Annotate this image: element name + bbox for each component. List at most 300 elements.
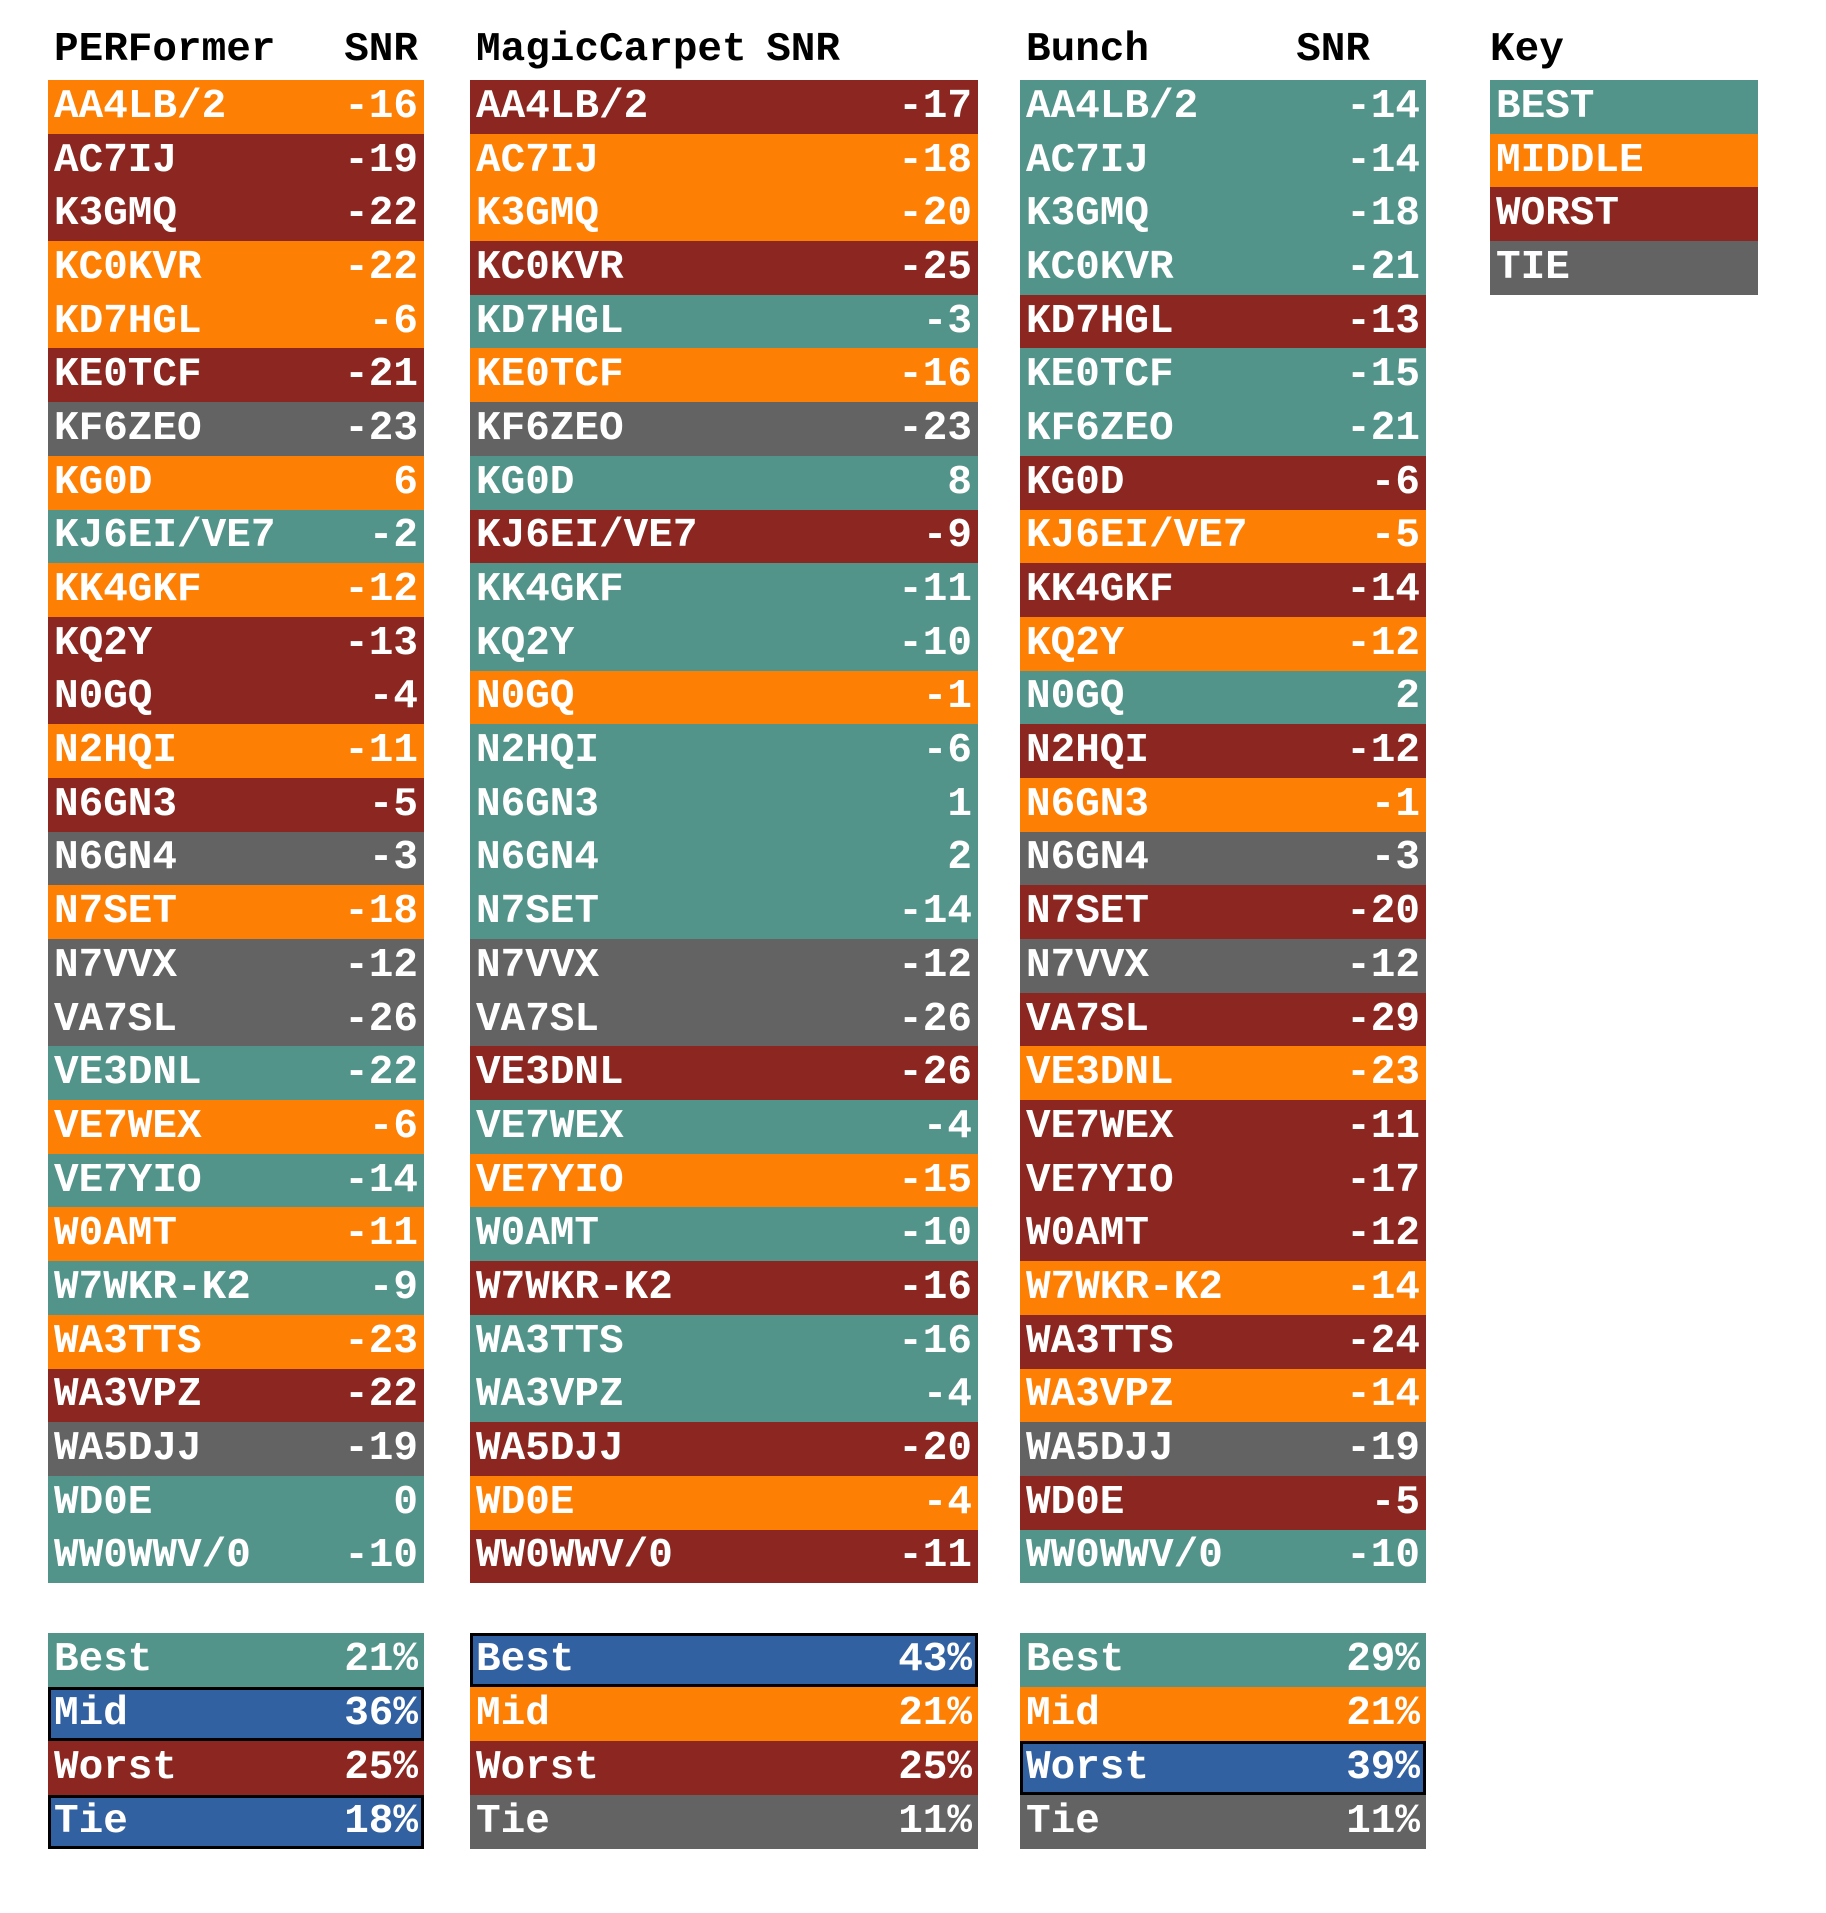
table-row — [48, 348, 424, 402]
cell-label: WA3VPZ — [54, 1372, 202, 1419]
key-item-tie — [1490, 241, 1758, 295]
table-row — [1020, 563, 1426, 617]
cell-label: N6GN4 — [54, 835, 178, 882]
cell-value: -5 — [1370, 513, 1420, 560]
cell-value: -23 — [344, 405, 418, 452]
table-row — [48, 617, 424, 671]
cell-label: Worst — [54, 1745, 178, 1791]
cell-label: W7WKR-K2 — [476, 1264, 673, 1311]
cell-label: N6GN3 — [54, 781, 178, 828]
cell-value: -15 — [898, 1157, 972, 1204]
cell-value: -4 — [922, 1372, 972, 1419]
cell-value: 36% — [344, 1691, 418, 1737]
cell-label: KD7HGL — [1026, 298, 1174, 345]
cell-value: -19 — [344, 137, 418, 184]
cell-value: -23 — [898, 405, 972, 452]
cell-value: 2 — [947, 835, 972, 882]
table-row — [1020, 402, 1426, 456]
cell-label: VA7SL — [476, 996, 600, 1043]
table-row — [470, 402, 978, 456]
cell-value: 11% — [898, 1799, 972, 1845]
cell-label: N7VVX — [54, 942, 178, 989]
key-item-worst — [1490, 187, 1758, 241]
cell-label: VE3DNL — [476, 1050, 624, 1097]
cell-value: -21 — [344, 352, 418, 399]
cell-label: KK4GKF — [1026, 567, 1174, 614]
stat-row-best — [1020, 1633, 1426, 1687]
cell-label: KD7HGL — [54, 298, 202, 345]
cell-value: -13 — [344, 620, 418, 667]
cell-value: -10 — [898, 620, 972, 667]
table-row — [48, 1476, 424, 1530]
cell-value: 29% — [1346, 1637, 1420, 1683]
table-row — [470, 1207, 978, 1261]
table-row — [1020, 348, 1426, 402]
cell-label: VE7YIO — [54, 1157, 202, 1204]
cell-label: WA3TTS — [1026, 1318, 1174, 1365]
cell-value: -14 — [1346, 567, 1420, 614]
cell-label: W7WKR-K2 — [54, 1264, 251, 1311]
cell-label: Mid — [476, 1691, 550, 1737]
cell-label: Best — [54, 1637, 153, 1683]
cell-label: AA4LB/2 — [54, 83, 227, 130]
stat-row-worst — [48, 1741, 424, 1795]
cell-label: N7SET — [476, 889, 600, 936]
cell-value: 8 — [947, 459, 972, 506]
table-row — [1020, 1207, 1426, 1261]
table-row — [470, 134, 978, 188]
table-row — [48, 885, 424, 939]
table-row — [470, 1315, 978, 1369]
cell-label: KC0KVR — [476, 244, 624, 291]
stat-row-worst — [470, 1741, 978, 1795]
cell-label: K3GMQ — [1026, 191, 1150, 238]
cell-value: -6 — [368, 1103, 418, 1150]
stat-row-mid — [1020, 1687, 1426, 1741]
cell-value: -6 — [368, 298, 418, 345]
table-row — [1020, 295, 1426, 349]
cell-value: -12 — [1346, 942, 1420, 989]
cell-value: -29 — [1346, 996, 1420, 1043]
cell-label: KJ6EI/VE7 — [54, 513, 276, 560]
cell-value: 39% — [1346, 1745, 1420, 1791]
cell-label: KK4GKF — [476, 567, 624, 614]
table-row — [470, 724, 978, 778]
cell-label: TIE — [1496, 244, 1570, 291]
cell-label: WW0WWV/0 — [476, 1533, 673, 1580]
cell-label: KJ6EI/VE7 — [1026, 513, 1248, 560]
cell-value: 43% — [898, 1637, 972, 1683]
cell-label: WA3TTS — [54, 1318, 202, 1365]
cell-value: -14 — [344, 1157, 418, 1204]
cell-label: WW0WWV/0 — [54, 1533, 251, 1580]
table-row — [48, 832, 424, 886]
magiccarpet-title: MagicCarpet — [476, 27, 747, 73]
table-row — [470, 671, 978, 725]
table-row — [1020, 1315, 1426, 1369]
cell-value: 0 — [393, 1479, 418, 1526]
cell-value: -1 — [922, 674, 972, 721]
cell-value: -12 — [1346, 1211, 1420, 1258]
cell-value: -4 — [922, 1103, 972, 1150]
performer-header — [48, 22, 424, 78]
table-row — [470, 1369, 978, 1423]
cell-label: VA7SL — [54, 996, 178, 1043]
stat-row-tie — [48, 1795, 424, 1849]
cell-value: -11 — [898, 1533, 972, 1580]
cell-value: -3 — [922, 298, 972, 345]
cell-label: Best — [1026, 1637, 1125, 1683]
table-row — [48, 1046, 424, 1100]
cell-value: -12 — [898, 942, 972, 989]
stat-row-tie — [1020, 1795, 1426, 1849]
table-row — [1020, 885, 1426, 939]
cell-value: -24 — [1346, 1318, 1420, 1365]
cell-label: Tie — [476, 1799, 550, 1845]
table-row — [48, 993, 424, 1047]
cell-label: VA7SL — [1026, 996, 1150, 1043]
cell-value: -4 — [368, 674, 418, 721]
table-row — [470, 617, 978, 671]
cell-label: K3GMQ — [54, 191, 178, 238]
magiccarpet-stats — [470, 1633, 978, 1849]
cell-label: KE0TCF — [54, 352, 202, 399]
cell-label: WD0E — [1026, 1479, 1125, 1526]
stat-row-tie — [470, 1795, 978, 1849]
cell-value: 2 — [1395, 674, 1420, 721]
cell-label: N2HQI — [1026, 728, 1150, 775]
table-row — [1020, 187, 1426, 241]
cell-value: 11% — [1346, 1799, 1420, 1845]
table-row — [1020, 1422, 1426, 1476]
cell-value: -3 — [368, 835, 418, 882]
performer-title: PERFormer — [54, 27, 276, 73]
table-row — [1020, 939, 1426, 993]
cell-value: -12 — [1346, 620, 1420, 667]
cell-value: -23 — [1346, 1050, 1420, 1097]
cell-label: VE7WEX — [54, 1103, 202, 1150]
cell-value: -9 — [368, 1264, 418, 1311]
cell-label: N2HQI — [54, 728, 178, 775]
cell-value: -15 — [1346, 352, 1420, 399]
cell-value: -4 — [922, 1479, 972, 1526]
table-row — [1020, 1369, 1426, 1423]
cell-label: KF6ZEO — [54, 405, 202, 452]
table-row — [48, 187, 424, 241]
cell-label: WW0WWV/0 — [1026, 1533, 1223, 1580]
table-row — [470, 510, 978, 564]
table-row — [470, 1530, 978, 1584]
cell-value: -22 — [344, 244, 418, 291]
cell-label: WD0E — [54, 1479, 153, 1526]
cell-value: 25% — [344, 1745, 418, 1791]
cell-label: WD0E — [476, 1479, 575, 1526]
cell-value: -22 — [344, 191, 418, 238]
table-row — [1020, 671, 1426, 725]
key-item-middle — [1490, 134, 1758, 188]
table-row — [1020, 1476, 1426, 1530]
table-row — [48, 1154, 424, 1208]
stat-row-best — [470, 1633, 978, 1687]
table-row — [470, 1154, 978, 1208]
cell-label: N7SET — [1026, 889, 1150, 936]
cell-label: K3GMQ — [476, 191, 600, 238]
table-row — [48, 1261, 424, 1315]
cell-value: -26 — [898, 1050, 972, 1097]
cell-value: -21 — [1346, 244, 1420, 291]
stat-row-mid — [470, 1687, 978, 1741]
table-row — [48, 295, 424, 349]
table-row — [48, 1315, 424, 1369]
cell-value: -16 — [898, 352, 972, 399]
table-row — [48, 402, 424, 456]
table-row — [470, 1476, 978, 1530]
table-row — [1020, 1154, 1426, 1208]
table-row — [1020, 80, 1426, 134]
table-row — [470, 939, 978, 993]
cell-label: N6GN3 — [1026, 781, 1150, 828]
cell-value: -10 — [344, 1533, 418, 1580]
cell-value: -16 — [344, 83, 418, 130]
cell-label: WA3VPZ — [476, 1372, 624, 1419]
key-legend — [1490, 80, 1758, 295]
table-row — [48, 563, 424, 617]
cell-label: N2HQI — [476, 728, 600, 775]
cell-label: KG0D — [476, 459, 575, 506]
cell-value: -16 — [898, 1318, 972, 1365]
cell-value: -18 — [1346, 191, 1420, 238]
cell-value: -2 — [368, 513, 418, 560]
cell-value: -20 — [1346, 889, 1420, 936]
key-header — [1484, 22, 1684, 78]
magiccarpet-header — [470, 22, 846, 78]
cell-label: Tie — [1026, 1799, 1100, 1845]
cell-value: -11 — [898, 567, 972, 614]
cell-label: N7VVX — [1026, 942, 1150, 989]
cell-value: -14 — [898, 889, 972, 936]
cell-label: AC7IJ — [1026, 137, 1150, 184]
cell-value: -10 — [1346, 1533, 1420, 1580]
table-row — [470, 1422, 978, 1476]
table-row — [48, 1100, 424, 1154]
table-row — [470, 187, 978, 241]
cell-value: -18 — [898, 137, 972, 184]
cell-value: -1 — [1370, 781, 1420, 828]
cell-label: AA4LB/2 — [476, 83, 649, 130]
cell-value: -23 — [344, 1318, 418, 1365]
cell-value: -12 — [1346, 728, 1420, 775]
cell-value: 21% — [898, 1691, 972, 1737]
cell-value: -26 — [344, 996, 418, 1043]
cell-value: -22 — [344, 1050, 418, 1097]
cell-value: -10 — [898, 1211, 972, 1258]
cell-label: Tie — [54, 1799, 128, 1845]
cell-value: -21 — [1346, 405, 1420, 452]
table-row — [470, 1100, 978, 1154]
cell-value: -6 — [1370, 459, 1420, 506]
cell-value: 6 — [393, 459, 418, 506]
cell-value: -11 — [1346, 1103, 1420, 1150]
stat-row-mid — [48, 1687, 424, 1741]
cell-value: -12 — [344, 567, 418, 614]
cell-value: -14 — [1346, 137, 1420, 184]
cell-value: -19 — [1346, 1426, 1420, 1473]
table-row — [1020, 510, 1426, 564]
cell-label: Mid — [1026, 1691, 1100, 1737]
cell-value: 1 — [947, 781, 972, 828]
cell-value: 25% — [898, 1745, 972, 1791]
cell-value: 21% — [344, 1637, 418, 1683]
cell-label: KE0TCF — [1026, 352, 1174, 399]
cell-value: -18 — [344, 889, 418, 936]
performer-snr-header: SNR — [344, 27, 418, 73]
cell-label: KC0KVR — [54, 244, 202, 291]
cell-label: N0GQ — [1026, 674, 1125, 721]
cell-label: VE7WEX — [476, 1103, 624, 1150]
table-row — [1020, 134, 1426, 188]
magiccarpet-column — [470, 80, 978, 1583]
table-row — [1020, 993, 1426, 1047]
cell-value: -14 — [1346, 1372, 1420, 1419]
key-title: Key — [1490, 27, 1564, 73]
cell-label: VE7YIO — [1026, 1157, 1174, 1204]
table-row — [470, 1261, 978, 1315]
bunch-column — [1020, 80, 1426, 1583]
table-row — [1020, 1261, 1426, 1315]
table-row — [1020, 617, 1426, 671]
cell-label: W0AMT — [1026, 1211, 1150, 1258]
cell-label: N0GQ — [54, 674, 153, 721]
cell-value: -19 — [344, 1426, 418, 1473]
cell-label: N7SET — [54, 889, 178, 936]
table-row — [48, 1207, 424, 1261]
bunch-snr-header: SNR — [1296, 27, 1370, 73]
performer-column — [48, 80, 424, 1583]
cell-label: Worst — [476, 1745, 600, 1791]
table-row — [48, 241, 424, 295]
table-row — [48, 510, 424, 564]
bunch-title: Bunch — [1026, 27, 1150, 73]
cell-label: KQ2Y — [54, 620, 153, 667]
table-row — [1020, 1530, 1426, 1584]
stat-row-worst — [1020, 1741, 1426, 1795]
table-row — [48, 939, 424, 993]
table-row — [48, 134, 424, 188]
table-row — [1020, 241, 1426, 295]
cell-label: KD7HGL — [476, 298, 624, 345]
cell-label: W0AMT — [476, 1211, 600, 1258]
table-row — [48, 778, 424, 832]
key-item-best — [1490, 80, 1758, 134]
cell-value: 21% — [1346, 1691, 1420, 1737]
cell-label: KF6ZEO — [476, 405, 624, 452]
cell-label: WA5DJJ — [476, 1426, 624, 1473]
cell-label: VE3DNL — [54, 1050, 202, 1097]
table-row — [48, 1422, 424, 1476]
cell-value: -26 — [898, 996, 972, 1043]
cell-label: W7WKR-K2 — [1026, 1264, 1223, 1311]
table-row — [1020, 832, 1426, 886]
magiccarpet-snr-header: SNR — [766, 27, 840, 73]
cell-value: -14 — [1346, 1264, 1420, 1311]
cell-value: -5 — [1370, 1479, 1420, 1526]
cell-label: KC0KVR — [1026, 244, 1174, 291]
cell-label: BEST — [1496, 83, 1595, 130]
cell-value: -6 — [922, 728, 972, 775]
cell-label: AA4LB/2 — [1026, 83, 1199, 130]
table-row — [48, 80, 424, 134]
cell-label: VE7YIO — [476, 1157, 624, 1204]
cell-value: -22 — [344, 1372, 418, 1419]
table-row — [470, 348, 978, 402]
cell-value: -13 — [1346, 298, 1420, 345]
cell-label: VE3DNL — [1026, 1050, 1174, 1097]
cell-label: WA3TTS — [476, 1318, 624, 1365]
cell-label: KE0TCF — [476, 352, 624, 399]
table-row — [48, 724, 424, 778]
cell-label: KQ2Y — [476, 620, 575, 667]
cell-value: 18% — [344, 1799, 418, 1845]
cell-label: KQ2Y — [1026, 620, 1125, 667]
table-row — [470, 241, 978, 295]
cell-value: -20 — [898, 191, 972, 238]
cell-label: WORST — [1496, 191, 1620, 238]
cell-label: WA5DJJ — [1026, 1426, 1174, 1473]
cell-value: -17 — [898, 83, 972, 130]
cell-label: Worst — [1026, 1745, 1150, 1791]
cell-value: -17 — [1346, 1157, 1420, 1204]
table-row — [1020, 724, 1426, 778]
table-row — [470, 778, 978, 832]
table-row — [470, 563, 978, 617]
table-row — [470, 993, 978, 1047]
table-row — [1020, 456, 1426, 510]
cell-value: -11 — [344, 728, 418, 775]
cell-label: KG0D — [54, 459, 153, 506]
cell-value: -25 — [898, 244, 972, 291]
cell-label: KG0D — [1026, 459, 1125, 506]
cell-label: N7VVX — [476, 942, 600, 989]
cell-value: -16 — [898, 1264, 972, 1311]
bunch-stats — [1020, 1633, 1426, 1849]
cell-value: -20 — [898, 1426, 972, 1473]
table-row — [1020, 1046, 1426, 1100]
cell-value: -3 — [1370, 835, 1420, 882]
stat-row-best — [48, 1633, 424, 1687]
cell-label: MIDDLE — [1496, 137, 1644, 184]
bunch-header — [1020, 22, 1376, 78]
cell-label: KK4GKF — [54, 567, 202, 614]
table-row — [48, 671, 424, 725]
table-row — [470, 885, 978, 939]
cell-value: -9 — [922, 513, 972, 560]
cell-label: AC7IJ — [476, 137, 600, 184]
cell-label: WA3VPZ — [1026, 1372, 1174, 1419]
cell-label: N0GQ — [476, 674, 575, 721]
table-row — [470, 832, 978, 886]
table-row — [470, 295, 978, 349]
cell-value: -11 — [344, 1211, 418, 1258]
cell-label: Mid — [54, 1691, 128, 1737]
cell-label: N6GN4 — [1026, 835, 1150, 882]
cell-label: W0AMT — [54, 1211, 178, 1258]
cell-label: VE7WEX — [1026, 1103, 1174, 1150]
table-row — [1020, 1100, 1426, 1154]
cell-value: -14 — [1346, 83, 1420, 130]
cell-label: Best — [476, 1637, 575, 1683]
table-row — [470, 1046, 978, 1100]
table-row — [1020, 778, 1426, 832]
